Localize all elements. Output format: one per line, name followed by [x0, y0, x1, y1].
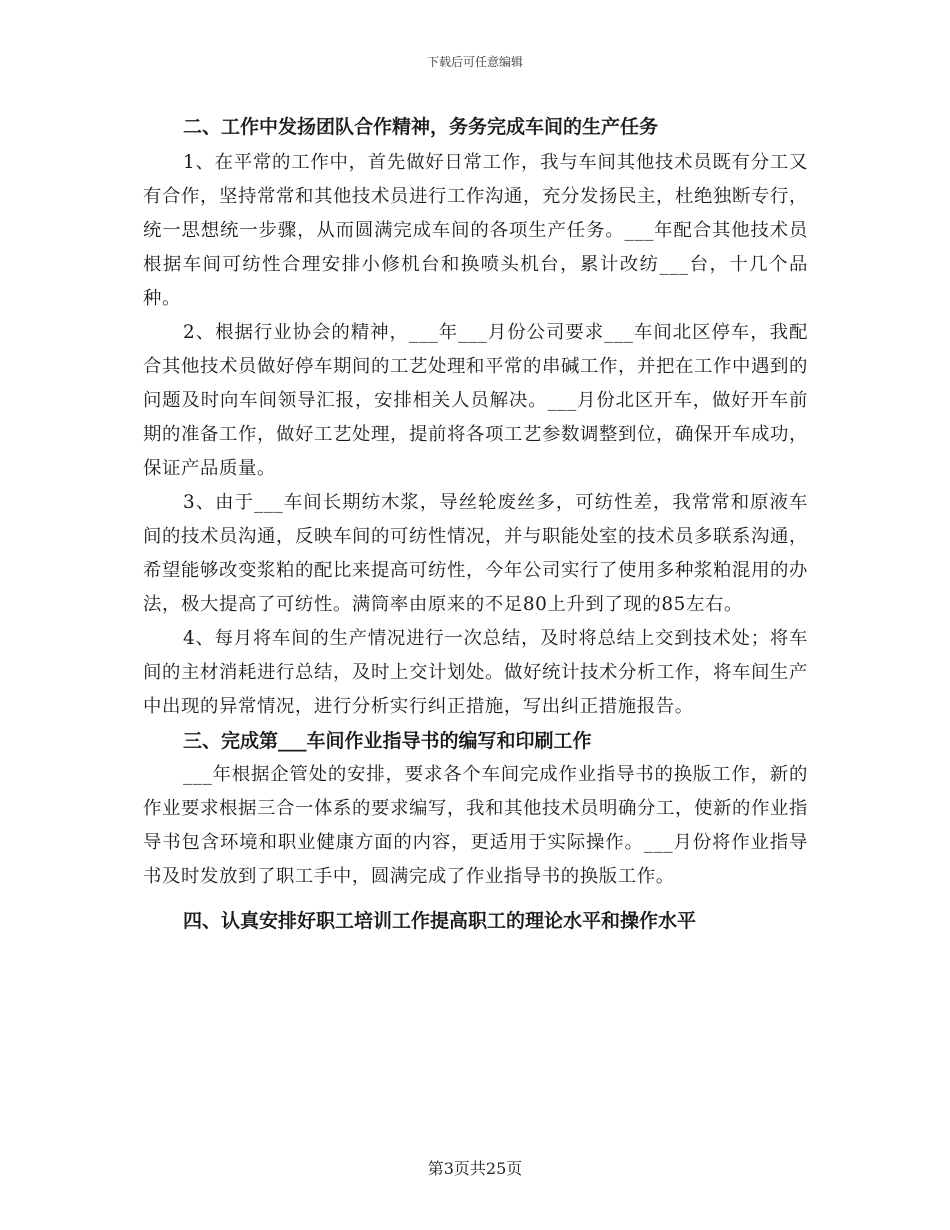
paragraph: 3、由于___车间长期纺木浆，导丝轮废丝多，可纺性差，我常常和原液车间的技术员沟通，反映车间的可纺性情况，并与职能处室的技术员多联系沟通，希望能够改变浆粕的配比来提高可纺性，今年公司实行了使用多种浆粕混用的办法，极大提高了可纺性。满筒率由原来的不足80上升到了现的85左右。	[143, 492, 808, 615]
document-body	[143, 110, 808, 938]
header-note: 下载后可任意编辑	[426, 55, 523, 69]
section-heading-2: 二、工作中发扬团队合作精神，务务完成车间的生产任务	[183, 116, 659, 138]
page-number: 第3页共25页	[427, 1159, 523, 1178]
paragraph: 2、根据行业协会的精神，___年___月份公司要求___车间北区停车，我配合其他技术员做好停车期间的工艺处理和平常的串碱工作，并把在工作中遇到的问题及时向车间领导汇报，安排相关人员解决。___月份北区开车，做好开车前期的准备工作，做好工艺处理，提前将各项工艺参数调整到位，确保开车成功，保证产品质量。	[143, 322, 808, 479]
section-heading-3: 三、完成第___车间作业指导书的编写和印刷工作	[183, 730, 592, 752]
paragraph: 1、在平常的工作中，首先做好日常工作，我与车间其他技术员既有分工又有合作，坚持常常和其他技术员进行工作沟通，充分发扬民主，杜绝独断专行，统一思想统一步骤，从而圆满完成车间的各项生产任务。___年配合其他技术员根据车间可纺性合理安排小修机台和换喷头机台，累计改纺___台，十几个品种。	[143, 152, 808, 309]
paragraph: ___年根据企管处的安排，要求各个车间完成作业指导书的换版工作，新的作业要求根据三合一体系的要求编写，我和其他技术员明确分工，使新的作业指导书包含环境和职业健康方面的内容，更适用于实际操作。___月份将作业指导书及时发放到了职工手中，圆满完成了作业指导书的换版工作。	[143, 764, 808, 887]
section-heading-4: 四、认真安排好职工培训工作提高职工的理论水平和操作水平	[183, 910, 697, 932]
paragraph: 4、每月将车间的生产情况进行一次总结，及时将总结上交到技术处；将车间的主材消耗进行总结，及时上交计划处。做好统计技术分析工作，将车间生产中出现的异常情况，进行分析实行纠正措施，写出纠正措施报告。	[143, 628, 808, 717]
